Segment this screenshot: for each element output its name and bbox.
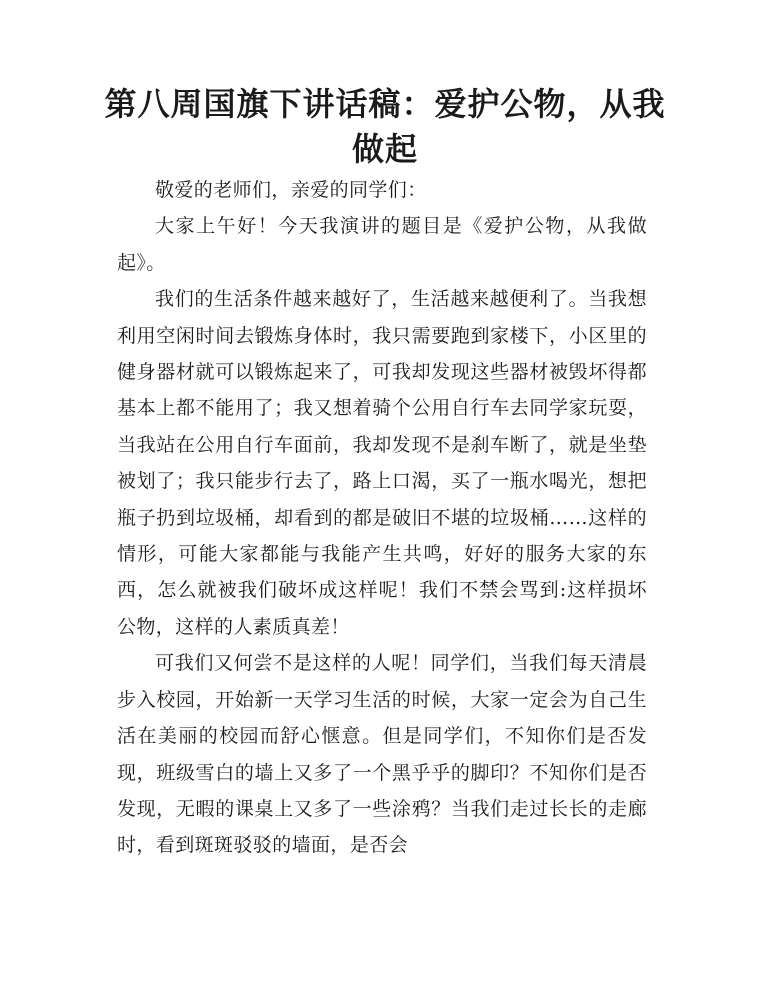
document-title: 第八周国旗下讲话稿：爱护公物，从我做起 bbox=[104, 85, 666, 168]
paragraph-intro: 大家上午好！今天我演讲的题目是《爱护公物，从我做起》。 bbox=[117, 215, 647, 274]
paragraph-body-2: 可我们又何尝不是这样的人呢！同学们，当我们每天清晨步入校园，开始新一天学习生活的时候，大家一定会为自己生活在美丽的校园而舒心惬意。但是同学们，不知你们是否发现，班级雪白的墙上又多了一个黑乎乎的脚印？不知你们是否发现，无暇的课桌上又多了一些涂鸦？当我们走过长长的走廊时，看到斑斑驳驳的墙面，是否会 bbox=[117, 652, 647, 857]
paragraph-greeting: 敬爱的老师们，亲爱的同学们： bbox=[155, 179, 427, 201]
document-body bbox=[117, 172, 647, 864]
paragraph-body-1: 我们的生活条件越来越好了，生活越来越便利了。当我想利用空闲时间去锻炼身体时，我只需要跑到家楼下，小区里的健身器材就可以锻炼起来了，可我却发现这些器材被毁坏得都基本上都不能用了；我又想着骑个公用自行车去同学家玩耍，当我站在公用自行车面前，我却发现不是刹车断了，就是坐垫被划了；我只能步行去了，路上口渴，买了一瓶水喝光，想把瓶子扔到垃圾桶，却看到的都是破旧不堪的垃圾桶……这样的情形，可能大家都能与我能产生共鸣，好好的服务大家的东西，怎么就被我们破坏成这样呢！我们不禁会骂到:这样损坏公物，这样的人素质真差！ bbox=[117, 288, 647, 638]
